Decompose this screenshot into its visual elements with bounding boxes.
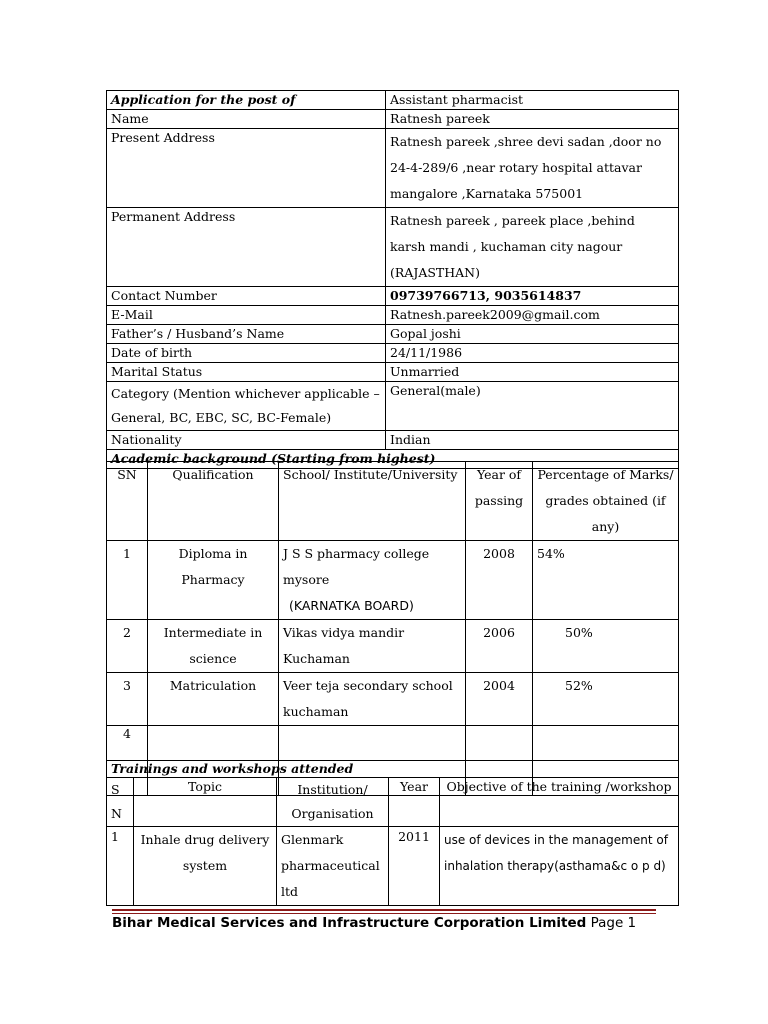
table-row [107,673,679,726]
col-header-school: School/ Institute/University [279,462,466,541]
col-header-percent: Percentage of Marks/ grades obtained (if any) [533,462,679,541]
present-address-value: Ratnesh pareek ,shree devi sadan ,door no 24-4-289/6 ,near rotary hospital attavar mangalore ,Karnataka 575001 [386,129,679,208]
permanent-address-value: Ratnesh pareek , pareek place ,behind karsh mandi , kuchaman city nagour (RAJASTHAN) [386,208,679,287]
col-header-year: Year of passing [466,462,533,541]
nationality-value: Indian [386,431,679,450]
post-value: Assistant pharmacist [386,91,679,110]
table-row [107,91,679,110]
table-row [107,306,679,325]
cell-year: 2004 [466,673,533,726]
table-row [107,325,679,344]
cell-topic: Inhale drug delivery system [134,827,277,906]
father-value: Gopal joshi [386,325,679,344]
col-header-objective: Objective of the training /workshop [440,778,679,827]
cell-sn: 4 [107,726,148,796]
cell-sn: 1 [107,541,148,620]
footer-corporation: Bihar Medical Services and Infrastructure Corporation Limited [112,915,587,931]
training-heading: Trainings and workshops attended [107,761,679,778]
cell-year: 2008 [466,541,533,620]
cell-year: 2011 [389,827,440,906]
email-value: Ratnesh.pareek2009@gmail.com [386,306,679,325]
present-address-label: Present Address [107,129,386,208]
cell-school [279,541,466,620]
cell-percent: 54% [533,541,679,620]
cell-institution: Glenmark pharmaceutical ltd [277,827,389,906]
table-row [107,827,679,906]
permanent-address-label: Permanent Address [107,208,386,287]
col-header-topic: Topic [134,778,277,827]
col-header-sn: S N [107,778,134,827]
table-row [107,129,679,208]
cell-objective: use of devices in the management of inhalation therapy(asthama&c o p d) [440,827,679,906]
footer-page-number: Page 1 [590,915,637,931]
col-header-institution: Institution/ Organisation [277,778,389,827]
col-header-year: Year [389,778,440,827]
footer-divider [112,909,656,911]
category-label: Category (Mention whichever applicable – General, BC, EBC, SC, BC-Female) [107,382,386,431]
cell-percent: 50% [533,620,679,673]
footer-divider [112,913,656,914]
cell-sn: 3 [107,673,148,726]
table-row [107,110,679,129]
cell-year: 2006 [466,620,533,673]
cell-qualification: Matriculation [148,673,279,726]
table-row [107,541,679,620]
page-footer [112,915,658,931]
contact-value: 09739766713, 9035614837 [386,287,679,306]
email-label: E-Mail [107,306,386,325]
academic-heading: Academic background (Starting from highest) [107,450,679,469]
table-row [107,287,679,306]
name-value: Ratnesh pareek [386,110,679,129]
table-row [107,208,679,287]
table-row [107,431,679,450]
contact-label: Contact Number [107,287,386,306]
table-row [107,363,679,382]
father-label: Father’s / Husband’s Name [107,325,386,344]
dob-value: 24/11/1986 [386,344,679,363]
category-value: General(male) [386,382,679,431]
marital-label: Marital Status [107,363,386,382]
applicant-info-table [106,90,679,469]
table-row [107,761,679,778]
cell-sn: 2 [107,620,148,673]
cell-school: Veer teja secondary school kuchaman [279,673,466,726]
table-row [107,344,679,363]
marital-value: Unmarried [386,363,679,382]
name-label: Name [107,110,386,129]
col-header-qualification: Qualification [148,462,279,541]
training-table [106,760,679,906]
post-label: Application for the post of [107,91,386,110]
cell-school: Vikas vidya mandir Kuchaman [279,620,466,673]
table-header-row [107,778,679,827]
cell-qualification: Diploma in Pharmacy [148,541,279,620]
cell-school-text: J S S pharmacy college mysore [283,546,430,587]
col-header-sn: SN [107,462,148,541]
dob-label: Date of birth [107,344,386,363]
cell-sn: 1 [107,827,134,906]
table-header-row [107,462,679,541]
nationality-label: Nationality [107,431,386,450]
cell-percent: 52% [533,673,679,726]
cell-school-board: (KARNATKA BOARD) [289,598,414,613]
academic-table [106,461,679,796]
table-row [107,620,679,673]
cell-qualification: Intermediate in science [148,620,279,673]
table-row [107,382,679,431]
